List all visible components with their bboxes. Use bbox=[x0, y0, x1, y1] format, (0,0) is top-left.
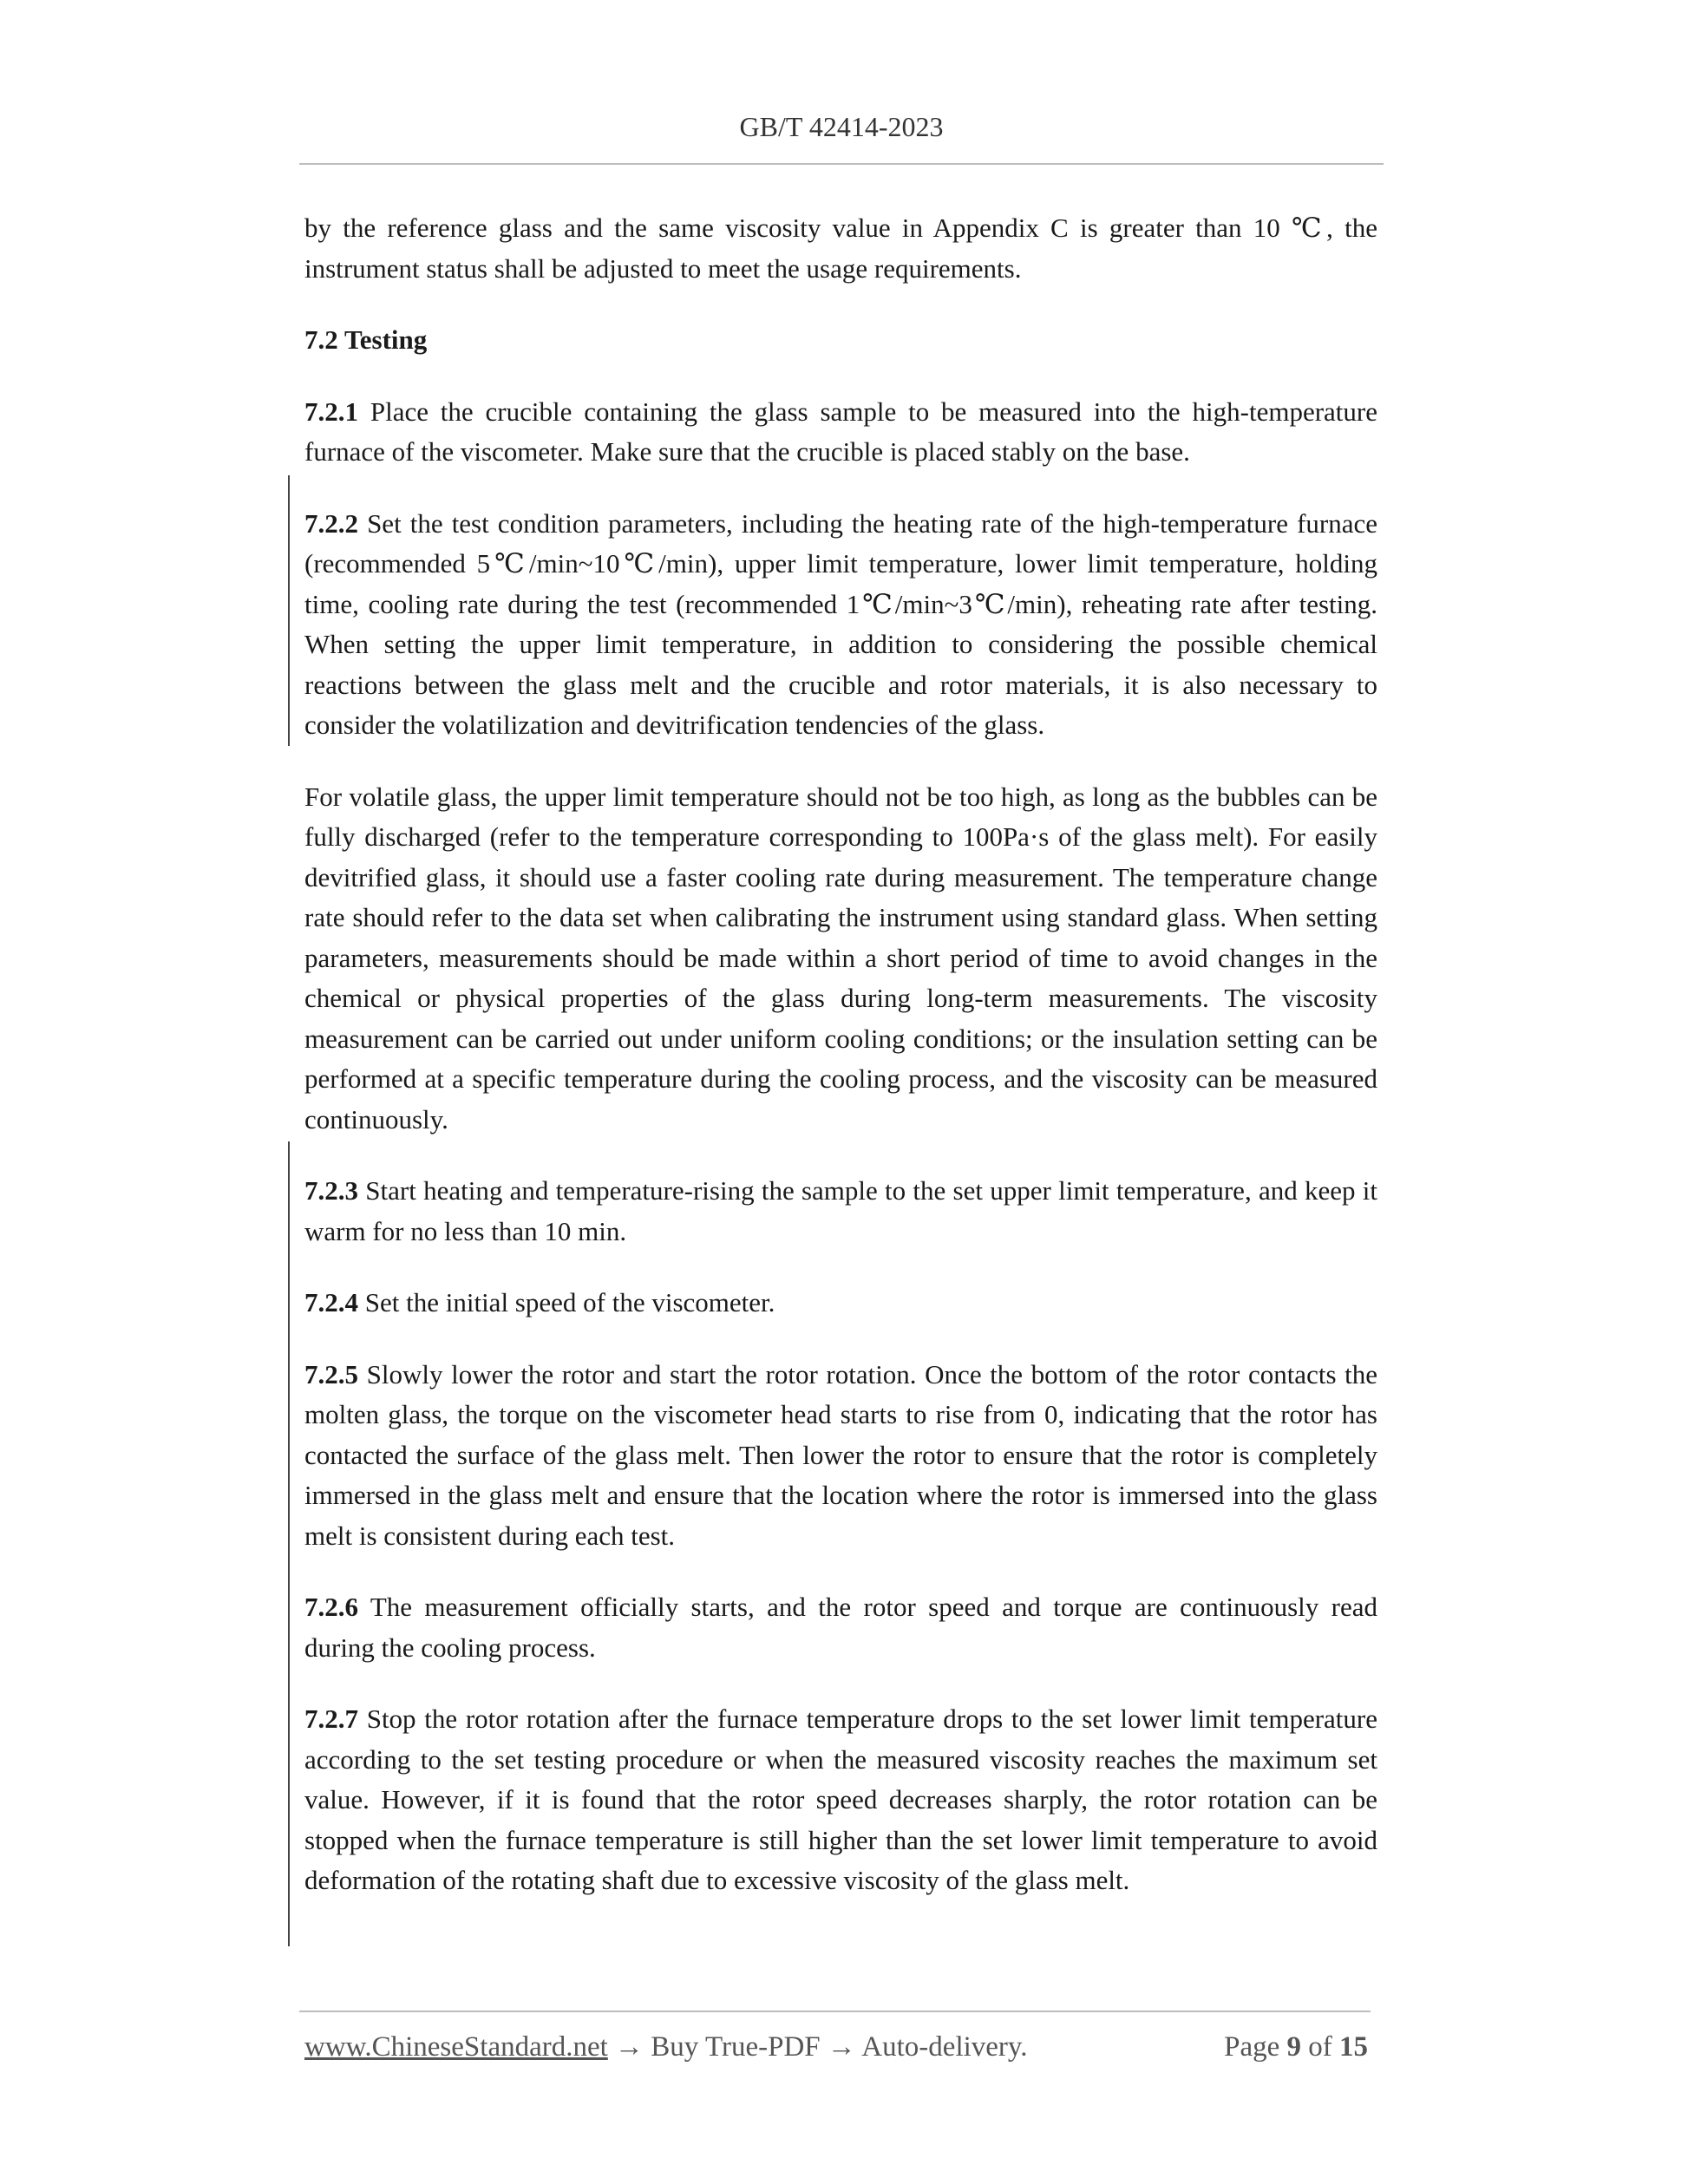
clause-7-2-5 bbox=[304, 1355, 1377, 1557]
page-indicator bbox=[1224, 2028, 1368, 2066]
clause-number: 7.2.1 bbox=[304, 396, 358, 427]
clause-7-2-3 bbox=[304, 1171, 1377, 1252]
clause-7-2-2 bbox=[304, 504, 1377, 746]
paragraph-volatile-glass: For volatile glass, the upper limit temperature should not be too high, as long as the bubbles can be fully discharged (refer to the temperature corresponding to 100Pa·s of the glass melt). For easily devitrified glass, it should use a faster cooling rate during measurement. The temperature change rate should refer to the data set when calibrating the instrument using standard glass. When setting parameters, measurements should be made within a short period of time to avoid changes in the chemical or physical properties of the glass during long-term measurements. The viscosity measurement can be carried out under uniform cooling conditions; or the insulation setting can be performed at a specific temperature during the cooling process, and the viscosity can be measured continuously. bbox=[304, 781, 1377, 1135]
clause-number: 7.2.4 bbox=[304, 1287, 358, 1318]
clause-7-2-1 bbox=[304, 392, 1377, 473]
clause-text: Slowly lower the rotor and start the rotor rotation. Once the bottom of the rotor contacts the molten glass, the torque on the viscometer head starts to rise from 0, indicating that the rotor has contacted the surface of the glass melt. Then lower the rotor to ensure that the rotor is completely immersed in the glass melt and ensure that the location where the rotor is immersed into the glass melt is consistent during each test. bbox=[304, 1358, 1377, 1551]
footer-promo bbox=[304, 2028, 1028, 2066]
revision-bar-7-2-2 bbox=[288, 475, 290, 746]
clause-number: 7.2.2 bbox=[304, 507, 358, 539]
clause-text: Stop the rotor rotation after the furnace temperature drops to the set lower limit temperature according to the set testing procedure or when the measured viscosity reaches the maximum set value. However, if it is found that the rotor speed decreases sharply, the rotor rotation can be stopped when the furnace temperature is still higher than the set lower limit temperature to avoid deformation of the rotating shaft due to excessive viscosity of the glass melt. bbox=[304, 1703, 1377, 1895]
page-of-label: of bbox=[1301, 2031, 1339, 2063]
header-divider bbox=[299, 163, 1384, 165]
paragraph-continuation: by the reference glass and the same viscosity value in Appendix C is greater than 10 ℃, the instrument status shall be adjusted to meet the usage requirements. bbox=[304, 213, 1377, 284]
website-link[interactable]: www.ChineseStandard.net bbox=[304, 2031, 608, 2063]
clause-number: 7.2.3 bbox=[304, 1175, 358, 1206]
page-total: 15 bbox=[1339, 2031, 1368, 2063]
document-body bbox=[304, 208, 1377, 1932]
clause-number: 7.2.7 bbox=[304, 1703, 358, 1734]
clause-text: Set the initial speed of the viscometer. bbox=[358, 1287, 775, 1318]
footer-divider bbox=[299, 2011, 1371, 2012]
page-label: Page bbox=[1224, 2031, 1287, 2063]
document-header-title: GB/T 42414-2023 bbox=[739, 111, 944, 142]
section-heading-testing: 7.2 Testing bbox=[304, 324, 428, 355]
clause-7-2-7 bbox=[304, 1699, 1377, 1901]
clause-7-2-4 bbox=[304, 1283, 1377, 1324]
clause-text: The measurement officially starts, and the rotor speed and torque are continuously read during the cooling process. bbox=[304, 1592, 1377, 1663]
revision-bar-7-2-3-to-7-2-7 bbox=[288, 1141, 290, 1946]
page-current: 9 bbox=[1286, 2031, 1301, 2063]
clause-text: Start heating and temperature-rising the sample to the set upper limit temperature, and keep it warm for no less than 10 min. bbox=[304, 1175, 1377, 1246]
clause-number: 7.2.5 bbox=[304, 1358, 358, 1390]
clause-text: Place the crucible containing the glass sample to be measured into the high-temperature furnace of the viscometer. Make sure that the crucible is placed stably on the base. bbox=[304, 396, 1377, 467]
clause-text: Set the test condition parameters, including the heating rate of the high-temperature furnace (recommended 5℃/min~10℃/min), upper limit temperature, lower limit temperature, holding time, cooling rate during the test (recommended 1℃/min~3℃/min), reheating rate after testing. When setting the upper limit temperature, in addition to considering the possible chemical reactions between the glass melt and the crucible and rotor materials, it is also necessary to consider the volatilization and devitrification tendencies of the glass. bbox=[304, 507, 1377, 740]
footer-promo-text: → Buy True-PDF → Auto-delivery. bbox=[607, 2031, 1028, 2063]
clause-number: 7.2.6 bbox=[304, 1592, 358, 1622]
clause-7-2-6 bbox=[304, 1587, 1377, 1668]
